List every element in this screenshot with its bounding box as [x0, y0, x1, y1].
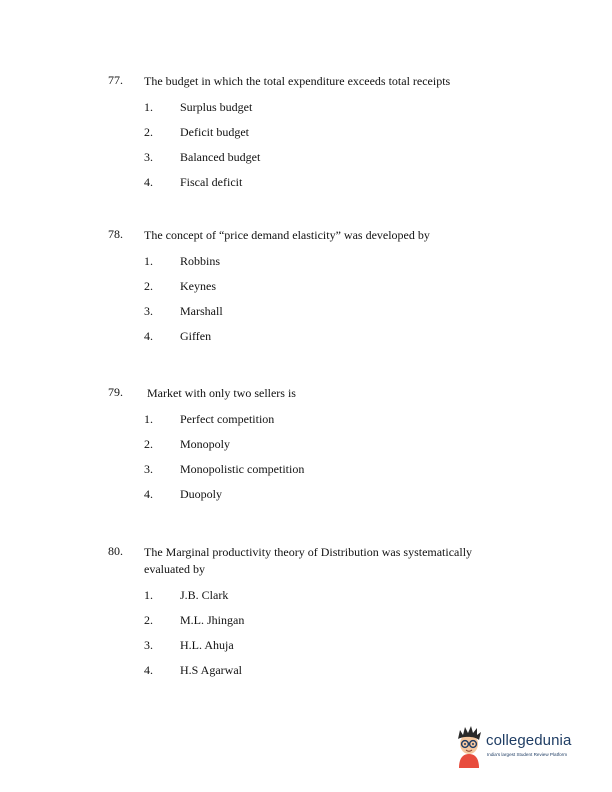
option-item: [144, 150, 444, 166]
option-text: M.L. Jhingan: [180, 613, 245, 627]
option-item: [144, 175, 444, 191]
option-number: 2.: [144, 613, 153, 627]
option-item: [144, 329, 444, 345]
question-number: 78.: [108, 227, 123, 241]
option-text: J.B. Clark: [180, 588, 229, 602]
option-number: 3.: [144, 462, 153, 476]
option-item: [144, 100, 444, 116]
logo-name: collegedunia: [486, 732, 572, 749]
question-text: The budget in which the total expenditure exceeds total receipts: [144, 74, 451, 88]
option-text: Deficit budget: [180, 125, 249, 139]
option-text: Balanced budget: [180, 150, 261, 164]
option-number: 4.: [144, 175, 153, 189]
option-item: [144, 487, 444, 503]
option-item: [144, 462, 444, 478]
option-text: Perfect competition: [180, 412, 275, 426]
option-number: 2.: [144, 125, 153, 139]
question-number: 80.: [108, 544, 123, 558]
option-number: 1.: [144, 254, 153, 268]
option-text: Monopolistic competition: [180, 462, 305, 476]
option-number: 4.: [144, 663, 153, 677]
option-item: [144, 125, 444, 141]
question-number: 77.: [108, 73, 123, 87]
option-item: [144, 613, 444, 629]
option-item: [144, 254, 444, 270]
mascot-icon: [452, 724, 486, 770]
question-number: 79.: [108, 385, 123, 399]
option-text: H.S Agarwal: [180, 663, 242, 677]
option-item: [144, 412, 444, 428]
option-number: 1.: [144, 588, 153, 602]
option-number: 3.: [144, 150, 153, 164]
option-text: Fiscal deficit: [180, 175, 243, 189]
logo-wordmark: [486, 732, 575, 749]
option-item: [144, 437, 444, 453]
option-text: Marshall: [180, 304, 223, 318]
option-text: Duopoly: [180, 487, 222, 501]
option-item: [144, 638, 444, 654]
option-text: H.L. Ahuja: [180, 638, 234, 652]
option-number: 4.: [144, 487, 153, 501]
option-text: Robbins: [180, 254, 221, 268]
option-number: 2.: [144, 279, 153, 293]
option-item: [144, 663, 444, 679]
question-text: The Marginal productivity theory of Distribution was systematically evaluated by: [144, 545, 473, 576]
option-number: 1.: [144, 100, 153, 114]
option-item: [144, 304, 444, 320]
option-item: [144, 279, 444, 295]
option-item: [144, 588, 444, 604]
option-number: 3.: [144, 304, 153, 318]
logo-suffix: [571, 732, 574, 749]
option-number: 3.: [144, 638, 153, 652]
option-text: Surplus budget: [180, 100, 253, 114]
option-text: Monopoly: [180, 437, 231, 451]
collegedunia-logo: [452, 722, 602, 772]
option-number: 1.: [144, 412, 153, 426]
option-text: Giffen: [180, 329, 212, 343]
option-number: 4.: [144, 329, 153, 343]
question-text: The concept of “price demand elasticity” was developed by: [144, 228, 430, 242]
option-number: 2.: [144, 437, 153, 451]
question-text: Market with only two sellers is: [147, 386, 296, 400]
logo-tagline: India's largest Student Review Platform: [487, 752, 568, 757]
option-text: Keynes: [180, 279, 216, 293]
